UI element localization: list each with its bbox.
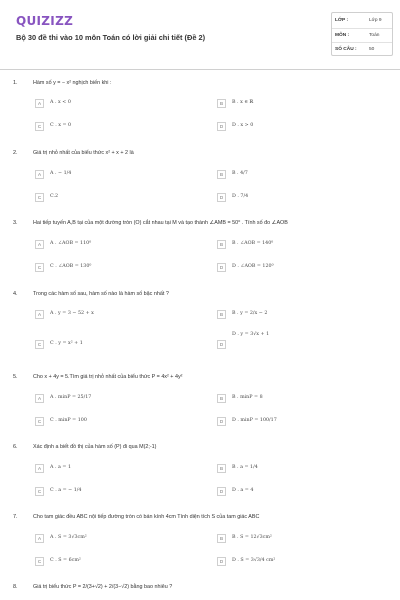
info-value: Lớp 9 (369, 18, 382, 23)
option-letter-box: C (35, 340, 44, 349)
option-letter-box: A (35, 99, 44, 108)
info-row-question-count (332, 42, 392, 57)
option-text: B . x ∈ ℝ (232, 100, 254, 105)
option-text: A . minP = 25/17 (50, 395, 92, 400)
option-letter-box: B (217, 534, 226, 543)
question-number: 4. (13, 291, 18, 297)
question-text: Hai tiếp tuyến A,B tại của một đường tròn (O) cắt nhau tại M và tạo thành ∠AMB = 50⁰ . Tính số đo ∠AOB (33, 220, 288, 226)
option-text: B . a = 1/4 (232, 465, 258, 470)
question-text: Giá trị nhỏ nhất của biểu thức x² + x + 2 là (33, 150, 134, 156)
question-text: Hàm số y = − x² nghịch biến khi : (33, 80, 112, 86)
option-letter-box: C (35, 557, 44, 566)
question-number: 6. (13, 444, 18, 450)
option-letter-box: B (217, 464, 226, 473)
option-text: A . a = 1 (50, 465, 72, 470)
option-letter-box: B (217, 99, 226, 108)
question-number: 2. (13, 150, 18, 156)
option-text: C.2 (50, 194, 59, 199)
option-text: D . minP = 100/17 (232, 418, 277, 423)
option-text: B . y = 2/x − 2 (232, 311, 268, 316)
option-text: A . x < 0 (50, 100, 71, 105)
question-number: 5. (13, 374, 18, 380)
question-number: 7. (13, 514, 18, 520)
question-number: 1. (13, 80, 18, 86)
option-text: D . a = 4 (232, 488, 254, 493)
option-letter-box: B (217, 240, 226, 249)
option-letter-box: A (35, 394, 44, 403)
option-text: C . minP = 100 (50, 418, 87, 423)
option-letter-box: D (217, 340, 226, 349)
option-text: D . S = 3√3/4 cm² (232, 558, 276, 563)
page-title: Bộ 30 đề thi vào 10 môn Toán có lời giải chi tiết (Đề 2) (16, 33, 206, 42)
option-text: D . y = 3√x + 1 (232, 332, 270, 337)
worksheet-header (0, 0, 400, 70)
option-text: B . S = 12√3cm² (232, 535, 272, 540)
option-letter-box: B (217, 310, 226, 319)
quizizz-logo: QUIZIZZ (16, 14, 74, 28)
option-text: C . x = 0 (50, 123, 72, 128)
info-label: MÔN : (335, 33, 350, 38)
option-letter-box: A (35, 240, 44, 249)
question-number: 8. (13, 584, 18, 590)
option-letter-box: A (35, 534, 44, 543)
info-row-class (332, 14, 392, 28)
info-row-subject (332, 28, 392, 43)
option-letter-box: D (217, 487, 226, 496)
option-letter-box: C (35, 122, 44, 131)
option-text: A . ∠AOB = 110⁰ (50, 241, 92, 246)
option-letter-box: A (35, 310, 44, 319)
header-divider (0, 69, 400, 70)
option-letter-box: D (217, 122, 226, 131)
info-value: 50 (369, 47, 375, 52)
option-text: C . ∠AOB = 130⁰ (50, 264, 92, 269)
option-letter-box: A (35, 464, 44, 473)
option-letter-box: B (217, 394, 226, 403)
option-text: D . 7/4 (232, 194, 249, 199)
info-value: Toán (369, 33, 380, 38)
option-text: A . y = 3 − 52 + x (50, 311, 94, 316)
info-box (331, 12, 393, 56)
option-text: B . ∠AOB = 140⁰ (232, 241, 274, 246)
option-letter-box: A (35, 170, 44, 179)
option-text: A . − 1/4 (50, 171, 72, 176)
option-text: C . a = − 1/4 (50, 488, 82, 493)
option-letter-box: D (217, 193, 226, 202)
question-number: 3. (13, 220, 18, 226)
option-text: D . x > 0 (232, 123, 254, 128)
question-text: Cho x + 4y = 5.Tìm giá trị nhỏ nhất của biểu thức P = 4x² + 4y² (33, 374, 183, 380)
option-letter-box: B (217, 170, 226, 179)
info-label: SỐ CÂU : (335, 47, 357, 52)
option-letter-box: D (217, 263, 226, 272)
option-letter-box: C (35, 417, 44, 426)
option-letter-box: C (35, 193, 44, 202)
option-letter-box: D (217, 557, 226, 566)
option-letter-box: C (35, 487, 44, 496)
option-text: B . minP = 8 (232, 395, 263, 400)
question-text: Cho tam giác đều ABC nội tiếp đường tròn có bán kính 4cm Tính diện tích S của tam giác ABC (33, 514, 260, 520)
option-text: A . S = 3√3cm² (50, 535, 87, 540)
question-text: Xác định a biết đồ thị của hàm số (P) đi qua M(2;-1) (33, 444, 157, 450)
option-letter-box: D (217, 417, 226, 426)
info-label: LỚP : (335, 18, 349, 23)
option-text: C . S = 6cm² (50, 558, 81, 563)
option-text: D . ∠AOB = 120⁰ (232, 264, 274, 269)
question-text: Giá trị biểu thức P = 2/(3+√2) + 2/(3−√2) bằng bao nhiêu ? (33, 584, 173, 590)
option-text: B . 4/7 (232, 171, 248, 176)
option-letter-box: C (35, 263, 44, 272)
question-text: Trong các hàm số sau, hàm số nào là hàm số bậc nhất ? (33, 291, 169, 297)
option-text: C . y = x² + 1 (50, 341, 83, 346)
